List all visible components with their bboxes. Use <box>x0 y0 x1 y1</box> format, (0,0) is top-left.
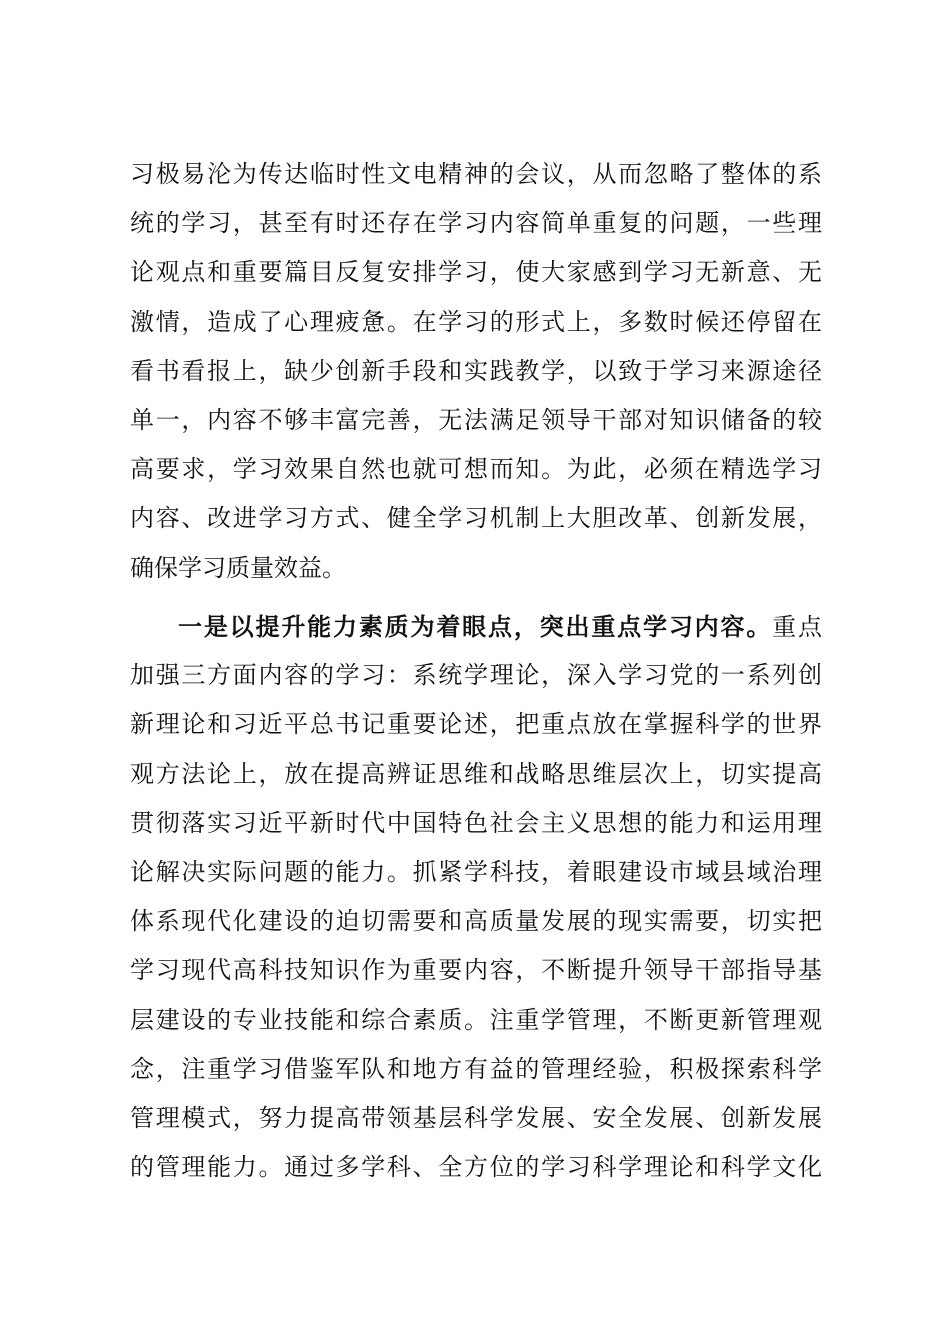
paragraph-1 <box>130 150 822 593</box>
paragraph-2 <box>130 602 822 1192</box>
text-line: 观方法论上，放在提高辨证思维和战略思维层次上，切实提高 <box>130 759 822 788</box>
text-line: 学习现代高科技知识作为重要内容，不断提升领导干部指导基 <box>130 956 822 985</box>
text-line-first <box>130 602 822 651</box>
text-line: 体系现代化建设的迫切需要和高质量发展的现实需要，切实把 <box>130 907 822 936</box>
text-line: 习极易沦为传达临时性文电精神的会议，从而忽略了整体的系 <box>130 160 822 188</box>
text-line: 新理论和习近平总书记重要论述，把重点放在掌握科学的世界 <box>130 710 822 739</box>
lead-sentence: 一是以提升能力素质为着眼点，突出重点学习内容。 <box>178 612 773 641</box>
text-line: 高要求，学习效果自然也就可想而知。为此，必须在精选学习 <box>130 455 822 484</box>
text-line: 确保学习质量效益。 <box>130 553 346 582</box>
text-line: 统的学习，甚至有时还存在学习内容简单重复的问题，一些理 <box>130 209 822 238</box>
text-line: 的管理能力。通过多学科、全方位的学习科学理论和科学文化 <box>130 1153 822 1182</box>
text-line: 单一，内容不够丰富完善，无法满足领导干部对知识储备的较 <box>130 405 822 434</box>
text-line: 看书看报上，缺少创新手段和实践教学，以致于学习来源途径 <box>130 356 822 385</box>
text-line: 贯彻落实习近平新时代中国特色社会主义思想的能力和运用理 <box>130 808 822 837</box>
text-line: 激情，造成了心理疲惫。在学习的形式上，多数时候还停留在 <box>130 307 822 336</box>
text-line: 加强三方面内容的学习：系统学理论，深入学习党的一系列创 <box>130 661 822 690</box>
text-line: 念，注重学习借鉴军队和地方有益的管理经验，积极探索科学 <box>130 1054 822 1083</box>
text-line: 论解决实际问题的能力。抓紧学科技，着眼建设市域县域治理 <box>130 857 822 886</box>
text-line: 管理模式，努力提高带领基层科学发展、安全发展、创新发展 <box>130 1103 822 1132</box>
first-line-rest: 重点 <box>772 613 823 641</box>
text-line: 论观点和重要篇目反复安排学习，使大家感到学习无新意、无 <box>130 258 822 287</box>
text-line: 层建设的专业技能和综合素质。注重学管理，不断更新管理观 <box>130 1005 822 1034</box>
text-line: 内容、改进学习方式、健全学习机制上大胆改革、创新发展， <box>130 504 822 533</box>
